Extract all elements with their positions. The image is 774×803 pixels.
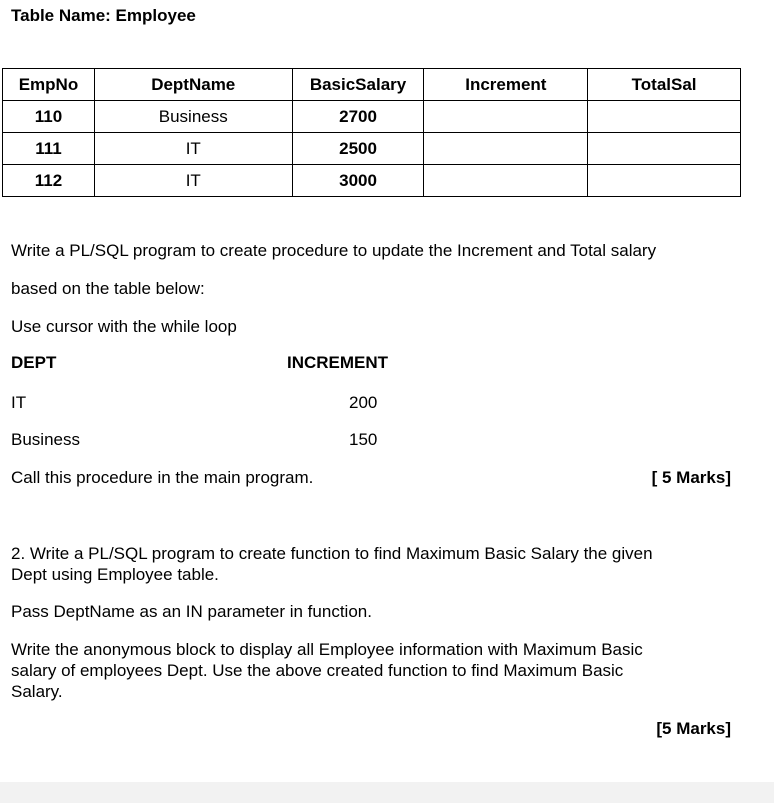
cell-empno: 111 bbox=[3, 133, 95, 165]
cell-deptname: IT bbox=[94, 165, 292, 197]
cell-empno: 110 bbox=[3, 101, 95, 133]
cell-basicsalary: 2700 bbox=[292, 101, 424, 133]
cell-deptname: Business bbox=[94, 101, 292, 133]
header-increment: Increment bbox=[424, 69, 588, 101]
q1-call-text: Call this procedure in the main program. bbox=[11, 468, 314, 487]
table-row bbox=[3, 165, 741, 197]
q2-line-2: Dept using Employee table. bbox=[11, 565, 219, 584]
table-header-row bbox=[3, 69, 741, 101]
footer-strip bbox=[0, 782, 774, 803]
header-deptname: DeptName bbox=[94, 69, 292, 101]
q2-line-4: Write the anonymous block to display all Employee information with Maximum Basic bbox=[11, 640, 643, 659]
cell-totalsal bbox=[588, 133, 741, 165]
cell-basicsalary: 3000 bbox=[292, 165, 424, 197]
cell-totalsal bbox=[588, 165, 741, 197]
cell-increment bbox=[424, 133, 588, 165]
rate-increment: 200 bbox=[349, 393, 378, 412]
header-basicsalary: BasicSalary bbox=[292, 69, 424, 101]
q2-line-6: Salary. bbox=[11, 682, 63, 701]
q1-marks: [ 5 Marks] bbox=[651, 468, 731, 487]
table-row bbox=[3, 101, 741, 133]
rate-increment: 150 bbox=[349, 430, 378, 449]
cell-increment bbox=[424, 101, 588, 133]
dept-header: DEPT bbox=[11, 353, 57, 372]
cell-empno: 112 bbox=[3, 165, 95, 197]
cell-increment bbox=[424, 165, 588, 197]
q1-line-1: Write a PL/SQL program to create procedure to update the Increment and Total salary bbox=[11, 241, 657, 260]
q1-line-2: based on the table below: bbox=[11, 279, 205, 298]
employee-table bbox=[2, 68, 741, 197]
rate-dept: Business bbox=[11, 430, 80, 449]
q2-marks: [5 Marks] bbox=[656, 719, 731, 738]
table-title: Table Name: Employee bbox=[11, 6, 196, 25]
cell-basicsalary: 2500 bbox=[292, 133, 424, 165]
header-empno: EmpNo bbox=[3, 69, 95, 101]
header-totalsal: TotalSal bbox=[588, 69, 741, 101]
q2-line-5: salary of employees Dept. Use the above created function to find Maximum Basic bbox=[11, 661, 624, 680]
increment-header: INCREMENT bbox=[287, 353, 389, 372]
q2-line-3: Pass DeptName as an IN parameter in function. bbox=[11, 602, 372, 621]
q2-line-1: 2. Write a PL/SQL program to create function to find Maximum Basic Salary the given bbox=[11, 544, 653, 563]
rate-dept: IT bbox=[11, 393, 27, 412]
q1-line-3: Use cursor with the while loop bbox=[11, 317, 237, 336]
table-row bbox=[3, 133, 741, 165]
cell-totalsal bbox=[588, 101, 741, 133]
cell-deptname: IT bbox=[94, 133, 292, 165]
